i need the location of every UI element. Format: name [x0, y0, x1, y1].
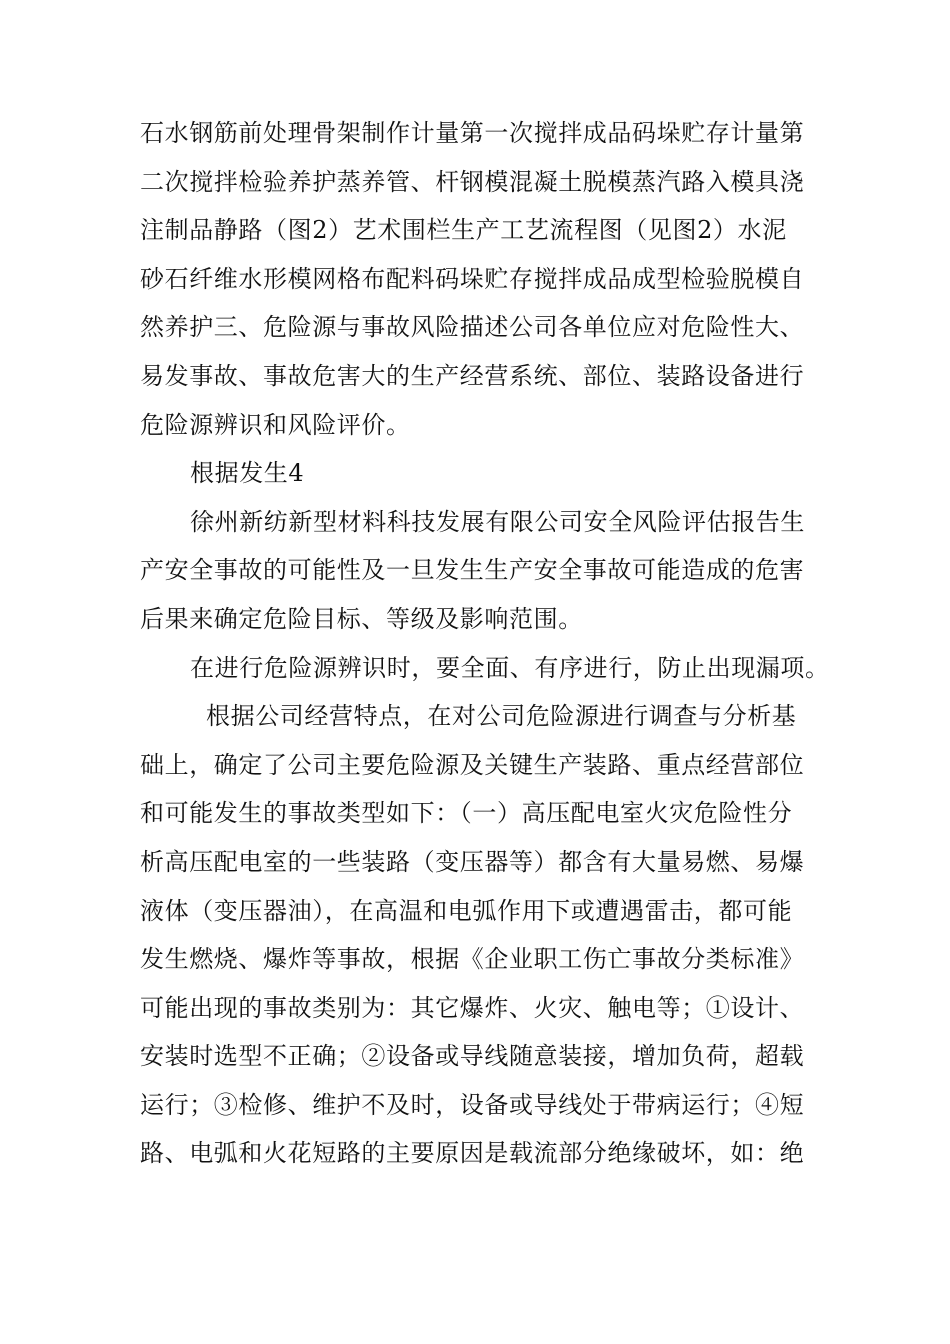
text-line: 安装时选型不正确；②设备或导线随意装接，增加负荷，超载 [140, 1042, 805, 1071]
paragraph-company-report [140, 498, 840, 644]
text-line: 析高压配电室的一些装路（变压器等）都含有大量易燃、易爆 [140, 847, 805, 876]
text-line: 在进行危险源辨识时，要全面、有序进行，防止出现漏项。 [190, 653, 830, 682]
text-line: 础上，确定了公司主要危险源及关键生产装路、重点经营部位 [140, 750, 805, 779]
paragraph-basis-heading [140, 449, 840, 498]
text-line: 徐州新纺新型材料科技发展有限公司安全风险评估报告生 [190, 507, 805, 536]
text-line: 注制品静路（图2）艺术围栏生产工艺流程图（见图2）水泥 [140, 216, 787, 245]
text-line: 发生燃烧、爆炸等事故，根据《企业职工伤亡事故分类标准》 [140, 945, 805, 974]
text-line: 然养护三、危险源与事故风险描述公司各单位应对危险性大、 [140, 313, 805, 342]
text-line: 和可能发生的事故类型如下：（一）高压配电室火灾危险性分 [140, 799, 793, 828]
paragraph-main-hazards [140, 692, 840, 1178]
text-line: 可能出现的事故类别为：其它爆炸、火灾、触电等；①设计、 [140, 993, 805, 1022]
paragraph-identification-rule [140, 644, 840, 693]
text-line: 产安全事故的可能性及一旦发生生产安全事故可能造成的危害 [140, 556, 805, 585]
text-line: 二次搅拌检验养护蒸养管、杆钢模混凝土脱模蒸汽路入模具浇 [140, 167, 805, 196]
text-line: 易发事故、事故危害大的生产经营系统、部位、装路设备进行 [140, 361, 805, 390]
document-body [140, 109, 840, 1178]
text-line: 根据发生4 [190, 459, 305, 488]
paragraph-process-and-hazard [140, 109, 840, 449]
text-line: 运行；③检修、维护不及时，设备或导线处于带病运行；④短 [140, 1090, 805, 1119]
text-line: 液体（变压器油），在高温和电弧作用下或遭遇雷击，都可能 [140, 896, 793, 925]
text-line: 根据公司经营特点，在对公司危险源进行调查与分析基 [206, 702, 797, 731]
text-line: 石水钢筋前处理骨架制作计量第一次搅拌成品码垛贮存计量第 [140, 119, 805, 147]
text-line: 砂石纤维水形模网格布配料码垛贮存搅拌成品成型检验脱模自 [140, 264, 805, 293]
text-line: 后果来确定危险目标、等级及影响范围。 [140, 604, 583, 633]
text-line: 危险源辨识和风险评价。 [140, 410, 411, 439]
text-line: 路、电弧和火花短路的主要原因是载流部分绝缘破坏，如：绝 [140, 1139, 805, 1168]
